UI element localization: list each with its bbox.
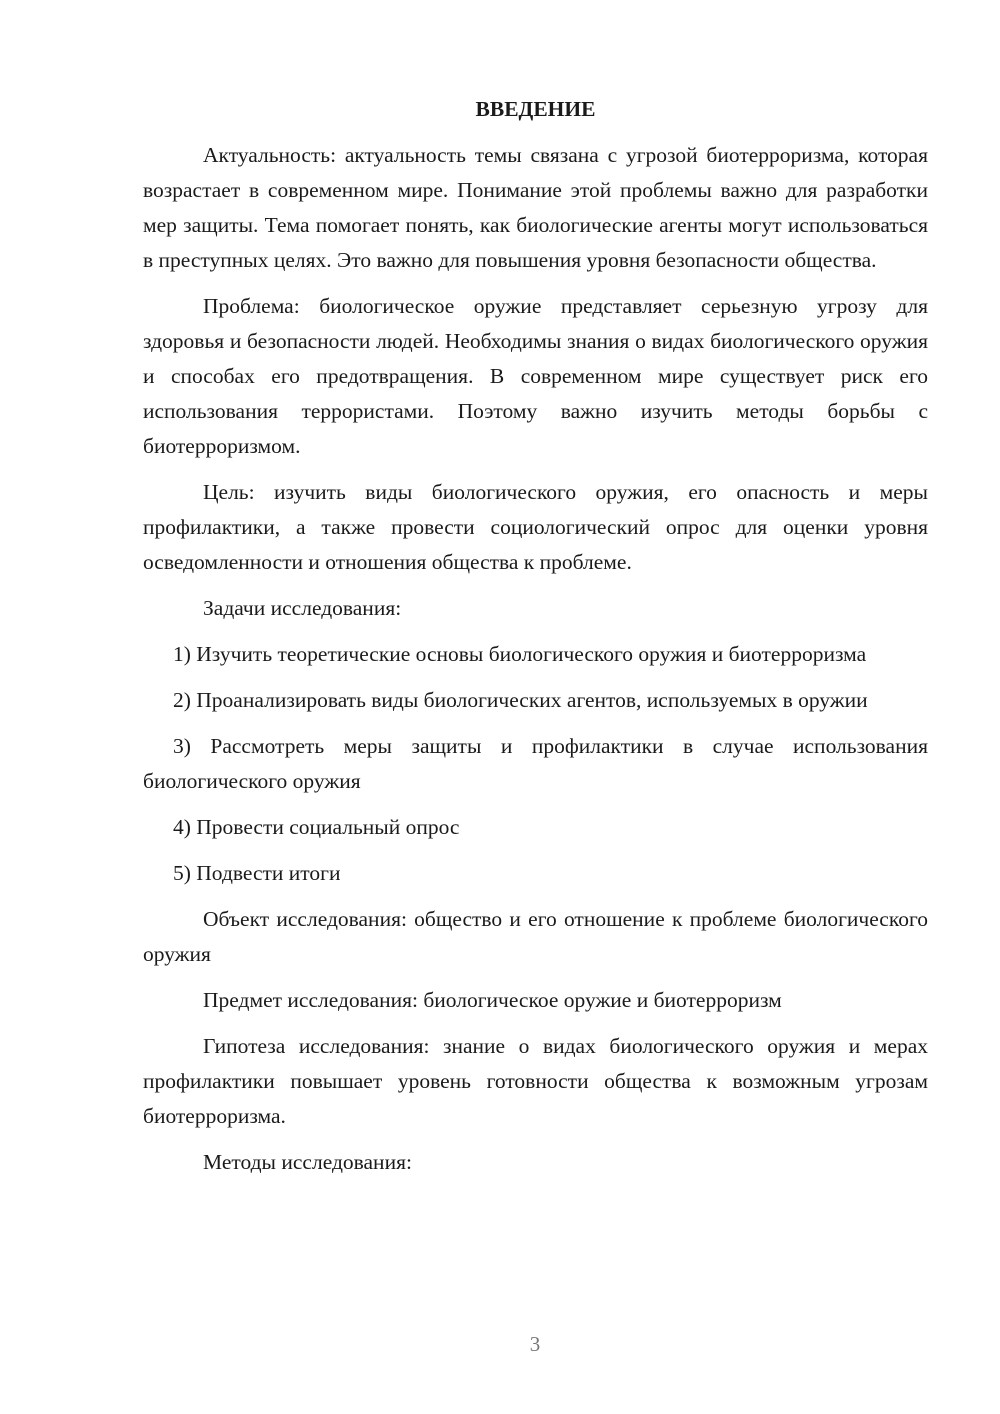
object-paragraph: Объект исследования: общество и его отношение к проблеме биологического оружия	[143, 907, 928, 966]
tasks-heading: Задачи исследования:	[203, 596, 402, 620]
task-item-1: 1) Изучить теоретические основы биологического оружия и биотерроризма	[173, 642, 867, 666]
hypothesis-paragraph: Гипотеза исследования: знание о видах биологического оружия и мерах профилактики повышает уровень готовности общества к возможным угрозам биотерроризма.	[143, 1034, 928, 1128]
methods-heading: Методы исследования:	[203, 1150, 412, 1174]
task-item-4: 4) Провести социальный опрос	[173, 815, 460, 839]
goal-paragraph: Цель: изучить виды биологического оружия, его опасность и меры профилактики, а также провести социологический опрос для оценки уровня осведомленности и отношения общества к проблеме.	[143, 480, 928, 574]
task-item-5: 5) Подвести итоги	[173, 861, 341, 885]
task-item-2: 2) Проанализировать виды биологических агентов, используемых в оружии	[173, 688, 868, 712]
section-title: ВВЕДЕНИЕ	[475, 97, 596, 121]
page-number: 3	[529, 1332, 541, 1356]
page-content	[143, 92, 928, 1180]
task-item-3: 3) Рассмотреть меры защиты и профилактики в случае использования биологического оружия	[143, 734, 928, 793]
relevance-paragraph: Актуальность: актуальность темы связана с угрозой биотерроризма, которая возрастает в современном мире. Понимание этой проблемы важно для разработки мер защиты. Тема помогает понять, как биологические агенты могут использоваться в преступных целях. Это важно для повышения уровня безопасности общества.	[143, 143, 928, 272]
problem-paragraph: Проблема: биологическое оружие представляет серьезную угрозу для здоровья и безопасности людей. Необходимы знания о видах биологического оружия и способах его предотвращения. В современном мире существует риск его использования террористами. Поэтому важно изучить методы борьбы с биотерроризмом.	[143, 294, 928, 458]
subject-paragraph: Предмет исследования: биологическое оружие и биотерроризм	[203, 988, 782, 1012]
